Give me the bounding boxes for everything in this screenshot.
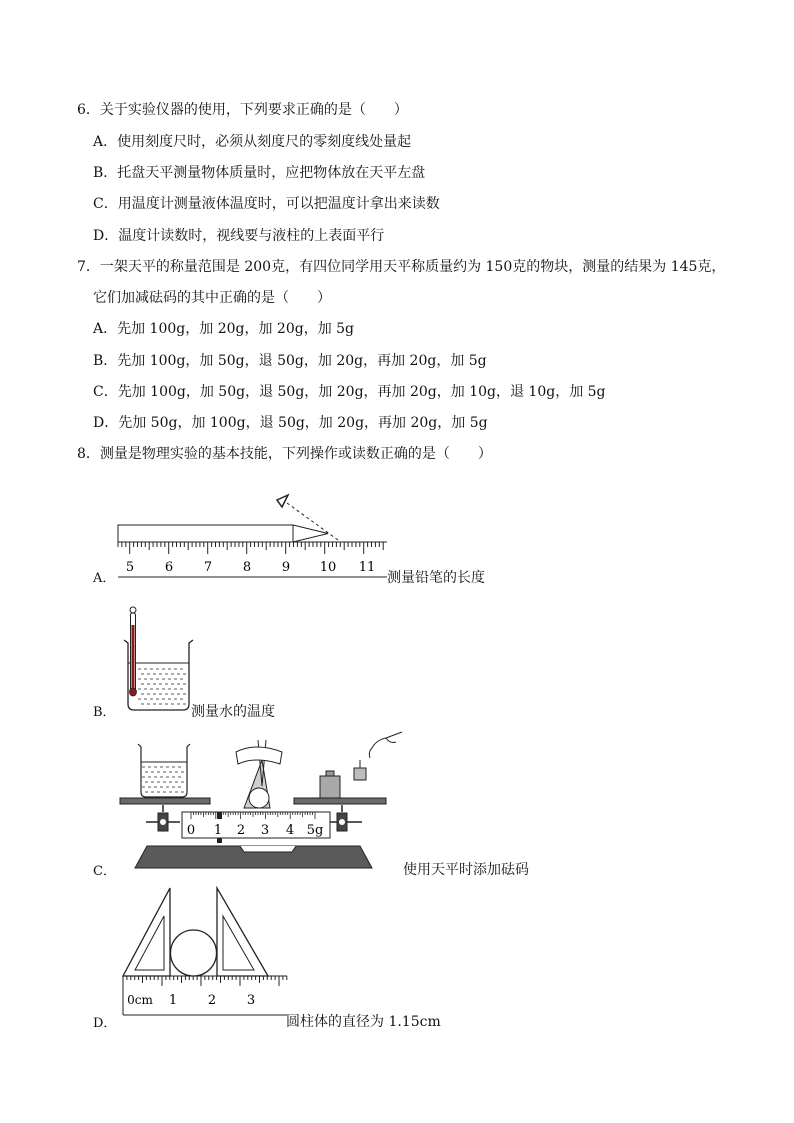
figure-d-letter: D． — [93, 1016, 117, 1031]
question-7-option-b: B．先加 100g，加 50g，退 50g，加 20g，再加 20g，加 5g — [93, 353, 487, 369]
question-7-option-a: A．先加 100g，加 20g，加 20g，加 5g — [93, 321, 355, 337]
figure-a-tick-label: 8 — [242, 560, 252, 575]
question-7-stem-line1: 7．一架天平的称量范围是 200克，有四位同学用天平称质量约为 150克的物块，测量的结果为 145克， — [77, 259, 726, 275]
figure-a-tick-label: 6 — [164, 560, 174, 575]
figure-c-caption: 使用天平时添加砝码 — [403, 862, 529, 878]
figure-c-scale-label: 5g — [306, 823, 324, 838]
figure-d-tick-label: 2 — [207, 993, 217, 1008]
figure-c-scale-label: 2 — [236, 823, 246, 838]
figure-c-letter: C． — [93, 864, 116, 879]
figure-b-caption: 测量水的温度 — [191, 704, 275, 720]
figure-d-tick-label: 3 — [246, 993, 256, 1008]
figure-a-tick-label: 7 — [203, 560, 213, 575]
figure-a-tick-label: 10 — [319, 560, 337, 575]
figure-a-letter: A． — [93, 571, 116, 586]
figure-a-tick-label: 5 — [125, 560, 135, 575]
figure-c-scale-label: 4 — [285, 823, 295, 838]
figure-b-letter: B． — [93, 705, 116, 720]
question-8-stem: 8．测量是物理实验的基本技能，下列操作或读数正确的是（ ） — [77, 446, 492, 462]
question-7-option-d: D．先加 50g，加 100g，退 50g，加 20g，再加 20g，加 5g — [93, 415, 488, 431]
figure-c-scale-label: 3 — [260, 823, 270, 838]
question-6-option-d: D．温度计读数时，视线要与液柱的上表面平行 — [93, 228, 385, 244]
figure-c-scale-label: 0 — [186, 823, 196, 838]
question-7-option-c: C．先加 100g，加 50g，退 50g，加 20g，再加 20g，加 10g，退 10g，加 5g — [93, 384, 606, 400]
figure-d-tick-label: 1 — [168, 993, 178, 1008]
figure-d-tick-label: 0cm — [127, 993, 153, 1007]
figure-d-caption: 圆柱体的直径为 1.15cm — [286, 1014, 441, 1030]
question-6-option-a: A．使用刻度尺时，必须从刻度尺的零刻度线处量起 — [93, 134, 412, 150]
figure-a-tick-label: 11 — [358, 560, 376, 575]
question-6-option-b: B．托盘天平测量物体质量时，应把物体放在天平左盘 — [93, 165, 426, 181]
question-7-stem-line2: 它们加减砝码的其中正确的是（ ） — [93, 290, 331, 306]
figure-a-tick-label: 9 — [281, 560, 291, 575]
figure-d-ruler-ticks — [123, 976, 287, 986]
figure-c-scale-label: 1 — [213, 823, 223, 838]
figure-a-caption: 测量铅笔的长度 — [387, 570, 485, 586]
question-6-option-c: C．用温度计测量液体温度时，可以把温度计拿出来读数 — [93, 196, 440, 212]
question-6-stem: 6．关于实验仪器的使用，下列要求正确的是（ ） — [77, 102, 408, 118]
